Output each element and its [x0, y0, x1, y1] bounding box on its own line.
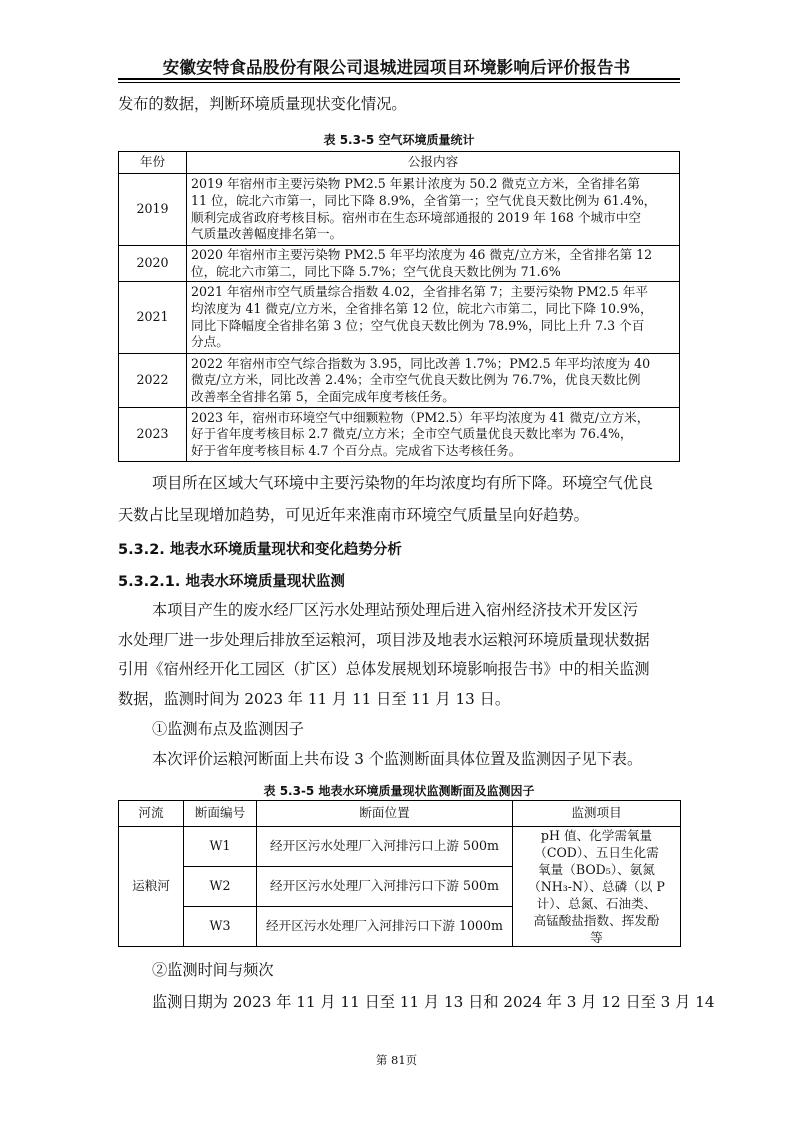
intro-line: 发布的数据，判断环境质量现状变化情况。: [118, 95, 407, 113]
items-line: （NH₃-N）、总磷（以 P: [528, 879, 665, 894]
list-item-heading: ②监测时间与频次: [152, 961, 274, 979]
air-quality-table: [118, 151, 680, 462]
table-row: [119, 354, 680, 408]
content-line: 2021 年宿州市空气质量综合指数 4.02，全省排名第 7；主要污染物 PM2.5 年平: [191, 284, 648, 300]
paragraph-line: 本次评价运粮河断面上共布设 3 个监测断面具体位置及监测因子见下表。: [152, 750, 643, 768]
content-line: 好于省年度考核目标 2.7 微克/立方米；全市空气质量优良天数比率为 76.4%，: [191, 426, 633, 442]
table-row: [119, 282, 680, 354]
year-cell: 2019: [119, 174, 187, 246]
year-cell: 2023: [119, 408, 187, 462]
paragraph-line: 本项目产生的废水经厂区污水处理站预处理后进入宿州经济技术开发区污: [152, 601, 638, 619]
paragraph-line: 数据，监测时间为 2023 年 11 月 11 日至 11 月 13 日。: [118, 690, 511, 708]
section-id-cell: W3: [184, 907, 257, 947]
content-line: 顺利完成省政府考核目标。宿州市在生态环境部通报的 2019 年 168 个城市中空: [191, 209, 641, 225]
content-line: 均浓度为 41 微克/立方米，全省排名第 12 位，皖北六市第二，同比下降 10.9%，: [191, 300, 653, 316]
header-rule-thick: [118, 78, 680, 80]
items-line: 等: [590, 930, 603, 945]
content-line: 2020 年宿州市主要污染物 PM2.5 年平均浓度为 46 微克/立方米，全省排名第 12: [191, 246, 653, 262]
content-cell: [187, 282, 680, 354]
items-line: 计）、总氮、石油类、: [536, 896, 657, 911]
items-line: 氧量（BOD₅）、氨氮: [538, 862, 655, 877]
list-item-heading: ①监测布点及监测因子: [152, 720, 304, 738]
table-header-cell: 年份: [119, 152, 187, 174]
content-line: 好于省年度考核目标 4.7 个百分点。完成省下达考核任务。: [191, 442, 522, 458]
items-line: （COD）、五日生化需: [534, 845, 659, 860]
paragraph-line: 天数占比呈现增加趋势，可见近年来淮南市环境空气质量呈向好趋势。: [118, 506, 589, 524]
content-line: 位，皖北六市第二，同比下降 5.7%；空气优良天数比例为 71.6%: [191, 263, 561, 279]
table-header-cell: 断面编号: [184, 801, 257, 827]
river-cell: 运粮河: [119, 827, 184, 947]
year-cell: 2020: [119, 246, 187, 282]
content-line: 2022 年宿州市空气综合指数为 3.95，同比改善 1.7%；PM2.5 年平均浓度为 40: [191, 355, 651, 371]
location-cell: 经开区污水处理厂入河排污口上游 500m: [257, 827, 513, 867]
content-line: 微克/立方米，同比改善 2.4%；全市空气优良天数比例为 76.7%，优良天数比例: [191, 372, 641, 388]
paragraph-line: 水处理厂进一步处理后排放至运粮河，项目涉及地表水运粮河环境质量现状数据: [118, 631, 650, 649]
page-number: 第 81页: [375, 1053, 418, 1067]
table-header-row: [119, 801, 681, 827]
section-id-cell: W2: [184, 867, 257, 907]
content-line: 11 位，皖北六市第一，同比下降 8.9%，全省第一；空气优良天数比例为 61.4%，: [191, 192, 657, 208]
table1-caption: 表 5.3-5 空气环境质量统计: [323, 133, 475, 147]
content-line: 分点。: [191, 334, 229, 350]
table-header-cell: 公报内容: [187, 152, 680, 174]
content-line: 气质量改善幅度排名第一。: [191, 226, 343, 242]
content-cell: [187, 354, 680, 408]
subsection-heading: 5.3.2.1. 地表水环境质量现状监测: [118, 574, 345, 590]
year-cell: 2021: [119, 282, 187, 354]
content-line: 2023 年，宿州市环境空气中细颗粒物（PM2.5）年平均浓度为 41 微克/立方米，: [191, 409, 650, 425]
content-line: 2019 年宿州市主要污染物 PM2.5 年累计浓度为 50.2 微克立方米，全省排名第: [191, 176, 640, 192]
table2-caption: 表 5.3-5 地表水环境质量现状监测断面及监测因子: [263, 784, 535, 798]
surface-water-table: [118, 800, 681, 947]
table-row: [119, 827, 681, 867]
location-cell: 经开区污水处理厂入河排污口下游 500m: [257, 867, 513, 907]
content-line: 改善率全省排名第 5，全面完成年度考核任务。: [191, 388, 455, 404]
table-header-cell: 断面位置: [257, 801, 513, 827]
header-rule-thin: [118, 82, 680, 83]
paragraph-line: 项目所在区域大气环境中主要污染物的年均浓度均有所下降。环境空气优良: [152, 474, 654, 492]
table-row: [119, 174, 680, 246]
items-line: 高锰酸盐指数、挥发酚: [533, 913, 660, 928]
table-header-row: [119, 152, 680, 174]
paragraph-line: 引用《宿州经开化工园区（扩区）总体发展规划环境影响报告书》中的相关监测: [118, 660, 650, 678]
table-row: [119, 408, 680, 462]
items-line: pH 值、化学需氧量: [540, 828, 653, 843]
content-line: 同比下降幅度全省排名第 3 位；空气优良天数比例为 78.9%，同比上升 7.3 个百: [191, 317, 645, 333]
monitoring-items-cell: [513, 827, 681, 947]
table-row: [119, 246, 680, 282]
content-cell: [187, 246, 680, 282]
section-id-cell: W1: [184, 827, 257, 867]
document-header-title: 安徽安特食品股份有限公司退城进园项目环境影响后评价报告书: [162, 58, 631, 77]
content-cell: [187, 174, 680, 246]
year-cell: 2022: [119, 354, 187, 408]
table-header-cell: 监测项目: [513, 801, 681, 827]
table-header-cell: 河流: [119, 801, 184, 827]
paragraph-line: 监测日期为 2023 年 11 月 11 日至 11 月 13 日和 2024 年 3 月 12 日至 3 月 14: [152, 993, 715, 1011]
content-cell: [187, 408, 680, 462]
location-cell: 经开区污水处理厂入河排污口下游 1000m: [257, 907, 513, 947]
section-heading: 5.3.2. 地表水环境质量现状和变化趋势分析: [118, 542, 402, 558]
